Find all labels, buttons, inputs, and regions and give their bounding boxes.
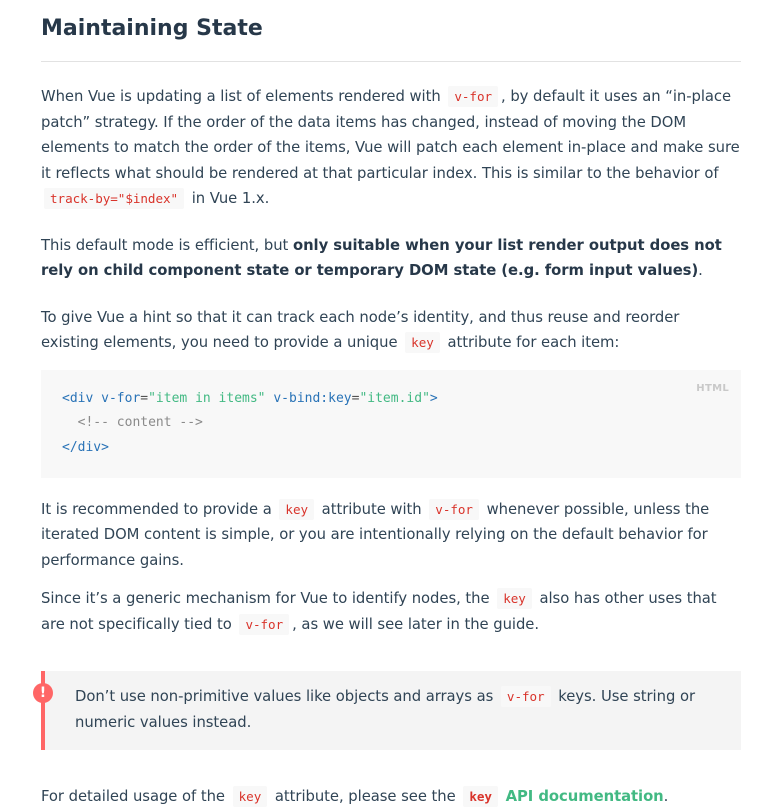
paragraph-key-hint <box>41 305 741 356</box>
text: For detailed usage of the <box>41 788 225 805</box>
code-attr: v-for <box>101 390 141 406</box>
inline-code: v-for <box>448 86 498 107</box>
text: Don’t use non-primitive values like objects and arrays as <box>75 688 494 705</box>
inline-code: v-for <box>501 686 551 707</box>
paragraph-in-place-patch <box>41 84 741 212</box>
text: When Vue is updating a list of elements rendered with <box>41 88 441 105</box>
code-line <box>62 387 721 412</box>
emphasis: only suitable when your list render output does not rely on child component state or temporary DOM state (e.g. form input values) <box>41 236 722 279</box>
warning-callout <box>41 671 741 750</box>
code-attr: v-bind:key <box>273 390 352 406</box>
text: This default mode is efficient, but <box>41 236 289 254</box>
api-documentation-link[interactable]: API documentation <box>505 788 664 805</box>
inline-code: v-for <box>429 499 479 520</box>
text: also has other uses that are not specifically tied to <box>41 590 717 633</box>
text: . <box>698 262 703 279</box>
text: attribute with <box>321 500 422 518</box>
inline-code: key <box>279 499 314 520</box>
code-tag: </div> <box>62 439 109 455</box>
text: in Vue 1.x. <box>191 190 270 207</box>
paragraph-api-reference <box>41 784 741 810</box>
inline-code: key <box>233 786 268 807</box>
section-header <box>41 0 741 62</box>
warning-icon: ! <box>33 683 53 703</box>
code-block <box>41 370 741 478</box>
code-language-label: HTML <box>696 382 729 394</box>
text: , by default it uses an “in-place patch” strategy. If the order of the data items has changed, instead of moving the DOM elements to match the order of the items, Vue will patch each element in-place and make sure it reflects what should be rendered at that particular index. This is similar to the behavior of <box>41 88 740 182</box>
code-line <box>62 411 721 436</box>
text: It is recommended to provide a <box>41 500 272 518</box>
inline-code: v-for <box>239 614 289 635</box>
code-string: "item.id" <box>359 390 430 406</box>
text: attribute, please see the <box>274 788 456 805</box>
paragraph-generic-mechanism <box>41 586 741 637</box>
paragraph-recommendation <box>41 497 741 574</box>
code-comment: <!-- content --> <box>77 415 203 430</box>
page-title: Maintaining State <box>41 16 263 41</box>
text: whenever possible, unless the iterated DOM content is simple, or you are intentionally relying on the default behavior for performance gains. <box>41 500 710 569</box>
inline-code-key-link[interactable]: key <box>463 786 498 807</box>
code-eq: = <box>140 390 149 406</box>
code-string: "item in items" <box>148 390 266 406</box>
text: keys. Use string or numeric values instead. <box>75 688 695 731</box>
inline-code: track-by="$index" <box>44 188 184 209</box>
text: . <box>663 788 669 805</box>
inline-code: key <box>497 588 532 609</box>
code-line <box>62 436 721 461</box>
inline-code: key <box>405 332 440 353</box>
text: Since it’s a generic mechanism for Vue to identify nodes, the <box>41 590 490 607</box>
text: attribute for each item: <box>447 334 620 351</box>
text: , as we will see later in the guide. <box>292 615 540 633</box>
paragraph-default-mode <box>41 233 741 284</box>
key-strong <box>460 788 501 805</box>
code-eq: = <box>351 390 360 406</box>
text: To give Vue a hint so that it can track each node’s identity, and thus reuse and reorder existing elements, you need to provide a unique <box>41 308 680 351</box>
code-tag: > <box>429 390 438 406</box>
warning-text <box>75 684 721 736</box>
code-tag: <div <box>62 390 94 406</box>
